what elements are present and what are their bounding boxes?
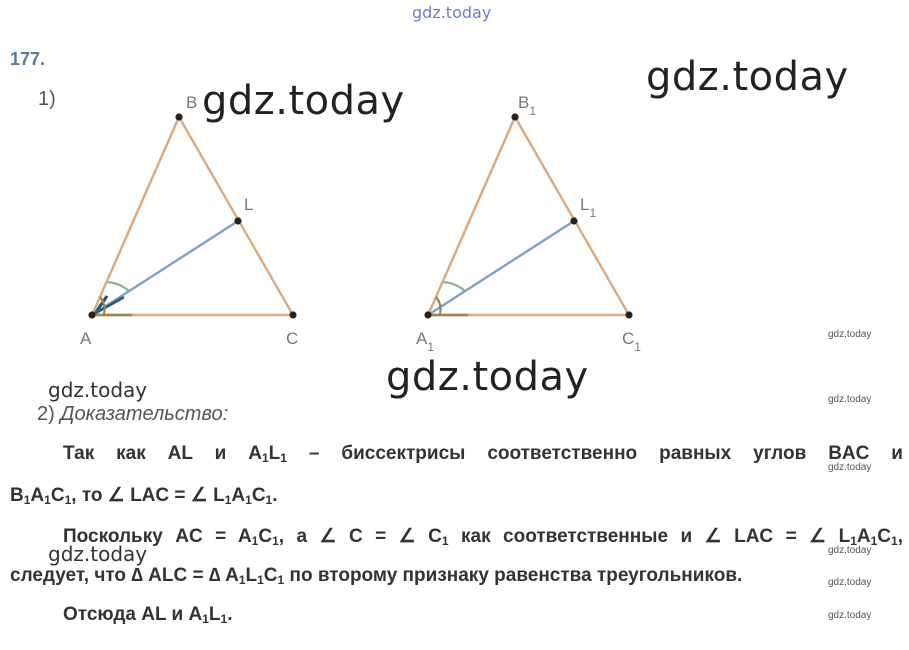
proof-heading: Доказательство:	[60, 403, 229, 425]
label-a: A	[80, 329, 92, 348]
proof-p1-line1: Так как AL и $A_1L_1$ – биссектрисы соответственно равных углов BAC и	[63, 443, 903, 465]
watermark-big-1: gdz.today	[202, 78, 405, 124]
watermark-small-1: gdz.today	[828, 329, 872, 340]
label-b: B	[186, 93, 198, 112]
proof-p3: Отсюда AL и $A_1L_1$.	[63, 604, 233, 626]
proof-p1-line2: $B_1A_1C_1$, то ∠ LAC = ∠ $L_1A_1C_1$.	[10, 485, 278, 507]
proof-p2-line2: следует, что ∆ ALC = ∆ $A_1L_1C_1$ по второму признаку равенства треугольников.	[10, 565, 743, 587]
label-l1: $L_1$	[580, 195, 597, 220]
angle-arc-lower-2	[436, 297, 440, 314]
vertex-l	[234, 217, 241, 224]
vertex-c	[289, 311, 296, 318]
watermark-big-3: gdz.today	[386, 354, 589, 400]
watermark-small-6: gdz.today	[828, 610, 872, 621]
triangle-a1b1c1	[416, 93, 641, 354]
proof-p2-line1: Поскольку AC = $A_1C_1$, а ∠ C = ∠ $C_1$ как соответственные и ∠ LAC = ∠ $L_1A_1C_1$,	[63, 526, 903, 548]
problem-number: 177.	[10, 49, 46, 69]
label-b1: $B_1$	[518, 93, 537, 118]
angle-arc-upper-2	[443, 282, 465, 291]
triangle-abc	[80, 93, 298, 348]
watermark-small-5: gdz.today	[828, 577, 872, 588]
part1-label: 1)	[38, 88, 56, 110]
label-c1: $C_1$	[622, 329, 641, 354]
label-l: L	[244, 195, 254, 214]
part2-label: 2)	[37, 403, 55, 425]
watermark-small-2: gdz.today	[828, 394, 872, 405]
vertex-l1	[570, 217, 577, 224]
watermark-mid-1: gdz.today	[48, 378, 148, 402]
label-c: C	[286, 329, 299, 348]
part2-heading	[37, 403, 228, 426]
label-a1: $A_1$	[416, 329, 435, 354]
vertex-b	[175, 113, 182, 120]
watermark-small-3: gdz.today	[828, 462, 872, 473]
angle-arc-upper	[107, 282, 129, 291]
watermark-small-4: gdz.today	[828, 545, 872, 556]
vertex-c1	[625, 311, 632, 318]
vertex-a	[88, 311, 95, 318]
watermark-big-2: gdz.today	[646, 54, 849, 100]
watermark-top: gdz.today	[412, 3, 492, 22]
vertex-a1	[424, 311, 431, 318]
vertex-b1	[511, 113, 518, 120]
watermark-mid-2: gdz.today	[48, 542, 148, 566]
